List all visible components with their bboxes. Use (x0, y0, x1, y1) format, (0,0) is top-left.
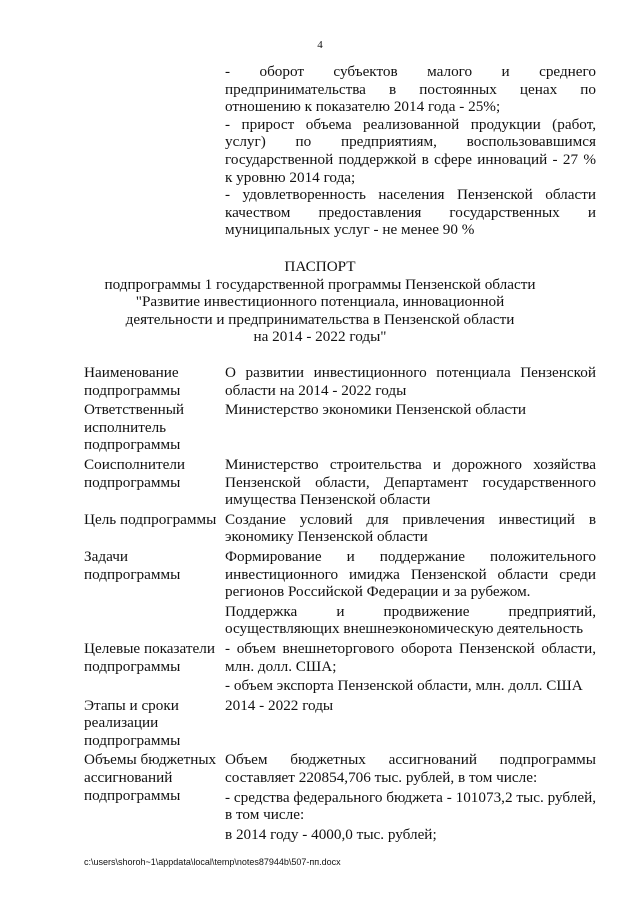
passport-row-coexecutors (84, 456, 596, 509)
row-value (225, 697, 596, 750)
passport-row-executor (84, 401, 596, 454)
row-label: Этапы и сроки реализации подпрограммы (84, 696, 181, 749)
row-value-text: в 2014 году - 4000,0 тыс. рублей; (225, 825, 437, 843)
row-value-text: - объем внешнеторгового оборота Пензенской области, млн. долл. США; (225, 639, 596, 675)
row-value-text: О развитии инвестиционного потенциала Пензенской области на 2014 - 2022 годы (225, 364, 596, 399)
passport-subtitle-line: деятельности и предпринимательства в Пензенской области (125, 310, 515, 328)
row-value-text: Формирование и поддержание положительного инвестиционного имиджа Пензенской области среди регионов Российской Федерации и за рубежом. (225, 547, 596, 601)
indicator-paragraph: - прирост объема реализованной продукции (работ, услуг) по предприятиям, воспользовавшимся государственной поддержкой в сфере инноваций - 27 % к уровню 2014 года; (225, 115, 596, 186)
passport-subtitle-line: "Развитие инвестиционного потенциала, инновационной (135, 293, 505, 311)
row-value-text: - средства федерального бюджета - 101073,2 тыс. рублей, в том числе: (225, 788, 596, 824)
row-value-text: Создание условий для привлечения инвестиций в экономику Пензенской области (225, 510, 596, 546)
row-label: Соисполнители подпрограммы (84, 455, 186, 491)
passport-title: ПАСПОРТ (284, 258, 356, 275)
passport-subtitle-line: подпрограммы 1 государственной программы Пензенской области (104, 275, 536, 293)
file-path-footer: c:\users\shoroh~1\appdata\local\temp\notes87944b\507-пп.docx (84, 857, 341, 867)
row-value-text: - объем экспорта Пензенской области, млн. долл. США (225, 677, 583, 695)
row-value (225, 640, 596, 695)
row-value (225, 364, 596, 399)
row-value-text: Министерство экономики Пензенской области (225, 401, 526, 419)
row-label: Целевые показатели подпрограммы (84, 639, 215, 675)
indicator-paragraph: - оборот субъектов малого и среднего предпринимательства в постоянных ценах по отношению к показателю 2014 года - 25%; (225, 63, 596, 116)
row-label: Объемы бюджетных ассигнований подпрограммы (84, 751, 217, 804)
indicators-list (225, 63, 596, 239)
row-value (225, 751, 596, 843)
row-label: Наименование подпрограммы (84, 364, 181, 399)
row-value (225, 548, 596, 638)
passport-table (84, 364, 596, 845)
passport-row-budget (84, 751, 596, 843)
row-label: Цель подпрограммы (84, 510, 217, 528)
passport-row-name (84, 364, 596, 399)
page-number: 4 (317, 39, 323, 51)
row-value-text: Министерство строительства и дорожного хозяйства Пензенской области, Департамент государственного имущества Пензенской области (225, 455, 596, 509)
passport-subtitle-line: на 2014 - 2022 годы" (253, 328, 387, 346)
passport-row-indicators (84, 640, 596, 695)
row-value-text: Поддержка и продвижение предприятий, осуществляющих внешнеэкономическую деятельность (225, 602, 596, 638)
passport-row-tasks (84, 548, 596, 638)
indicator-paragraph: - удовлетворенность населения Пензенской области качеством предоставления государственных и муниципальных услуг - не менее 90 % (225, 186, 596, 239)
row-value (225, 401, 596, 454)
row-value (225, 456, 596, 509)
row-value-text: Объем бюджетных ассигнований подпрограммы составляет 220854,706 тыс. рублей, в том числе: (225, 751, 596, 787)
passport-heading (0, 258, 640, 346)
row-label: Задачи подпрограммы (84, 547, 181, 583)
row-value-text: 2014 - 2022 годы (225, 696, 334, 714)
passport-row-goal (84, 511, 596, 546)
row-label: Ответственный исполнитель подпрограммы (84, 401, 185, 454)
row-value (225, 511, 596, 546)
passport-row-stages (84, 697, 596, 750)
